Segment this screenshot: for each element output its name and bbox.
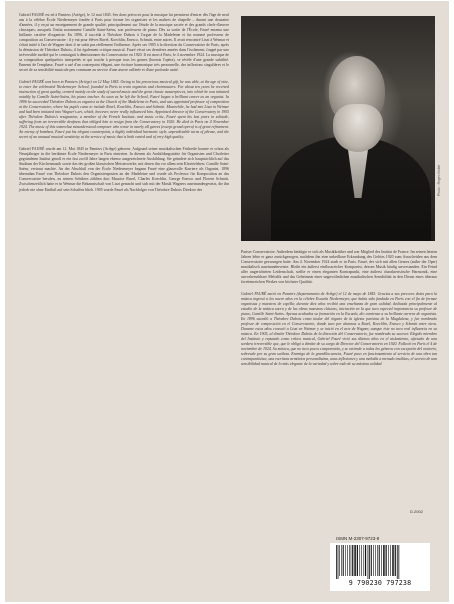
- barcode-bars: [330, 543, 430, 579]
- biography-spanish: Gabriel FAURÉ nació en Pamiers (departamento de Ariège) el 12 de mayo de 1845. Gracias a sus precoces dotes para la música ingresó a los nueve años en la célebre Escuela Niedermeyer, que había sido fundada en París con el fin de formar organistas y maestros de capilla; durante diez años recibió una enseñanza de gran calidad, dedicada principalmente al estudio de la música sacra y de las obras maestras clásicas, iniciación en la que tuvo especial importancia su profesor de piano, Camille Saint-Saëns. Apenas acabados su formación en la Escuela, dio comienzo a su brillante carrera de organista. En 1896 sucedió a Théodore Dubois como titular del órgano de la iglesia parisina de la Magdalena, y fue nombrado profesor de composición en el Conservatorio, donde tuvo por alumnos a Ravel, Koechlin, Enesco y Schmitt entre otros. Durante estos años conoció a Liszt en Weimar y se inició en el arte de Wagner, aunque éste no tuvo real influencia en su música. En 1905, al dimitir Théodore Dubois de la dirección del Conservatorio, fue nombrado su sucesor. Elegido miembro del Instituto y reputado como crítico musical, Gabriel Fauré vivió sus últimos años en el aislamiento, afectado de una sordera irreversible que, que le obligó a dimitir de su cargo de Director del Conservatorio en 1920. Falleció en París el 4 de noviembre de 1924. Su música, que no tuvo pocos comprensión, y se extiende a todos los géneros con excepción del oratorio, sobresale por su gran sutileza. Enemigo de la grandilocuencia, Fauré puso en funcionamiento al servicio de una obra tan contrapuntística, una escritura armónica personalísima, unas inflexiones y una melodía a menudo insólitas, el secreto de una sensibilidad musical de lo más elegante de la variedad y sobre todo de su máxima calidad.: [241, 292, 437, 367]
- back-cover-page: [5, 1, 449, 602]
- barcode: [330, 543, 430, 591]
- photo-credit: Photo : Roger-Viollet: [437, 164, 441, 196]
- ismn-number: ISMN M-2307-9723-8: [336, 536, 380, 541]
- biography-french: Gabriel FAURÉ est né à Pamiers (Ariège), le 12 mai 1845. Ses dons précoces pour la musique lui permirent d'entrer dès l'âge de neuf ans à la célèbre École Niedermeyer fondée à Paris pour former les organistes et les maîtres de chapelle – durant une douzaine d'années, il y reçut un enseignement de grande qualité, principalement sur l'étude de la musique sacrée et des grands chefs-d'œuvre classiques, auxquels l'initia notamment Camille Saint-Saëns, son professeur de piano. Dès sa sortie de l'École, Fauré entama une brillante carrière d'organiste. En 1896, il succéda à Théodore Dubois à l'orgue de la Madeleine et fut nommé professeur de composition au Conservatoire : il y eut pour élèves Ravel, Koechlin, Enesco, Schmitt, entre autres. Il avait rencontré Liszt à Weimar et s'était initié à l'art de Wagner dont il ne subit pas réellement l'influence. Après ses 1905 à la direction du Conservatoire de Paris, après la démission de Théodore Dubois, il fut également critique musical. Fauré vécut ses dernières années dans l'isolement, frappé par une irréversible surdité qui le contraignit à démissionner du Conservatoire en 1920. Il est mort à Paris, le 4 novembre 1924. La musique de sa composition quelquefois interprétés et qui touche à presque tous les genres (hormis l'opéra), se révèle d'une grande subtilité. Ennemi de l'emphase, Fauré a usé d'un contrepoint élégant, une écriture harmonique très personnelle, des inflexions singulières et le secret de sa sensibilité musicale peu commune au service d'une œuvre raffinée et d'une profonde unité.: [19, 13, 229, 73]
- biography-german-continued: Pariser Conservatoire. Außerdem betätigte er sich als Musikkritiker und war Mitglied des Institut de France. Im seinen letzten Jahren lebte er ganz zurückgezogen, nachdem ihn eine unheilbare Erkrankung des Gehörs 1920 zum Ausscheiden aus dem Conservatoire gezwungen hatte. Am 4. November 1924 starb er in Paris. Fauré, der sich mit allen Genres (außer der Oper) musikalisch auseinandersetzte. Bleibt ein äußerst einflussreicher Komponist, dessen Musik häufig unverstanden. Ein Feind aller ungerichteten Leidenschaft, stellte er einen eleganten Kontrapunkt, eine äußerst charakteristische Harmonik, eine unvorhersehbare Melodik und das Geheimnis einer ungewöhnlichen musikalischen Sensibilität in den Dienst eines überaus facettenreichen Werkes von höchster Qualität.: [241, 250, 437, 285]
- barcode-number: 9 790230 797238: [348, 579, 412, 587]
- composer-portrait-photo: [241, 16, 435, 241]
- print-code: D.2002: [410, 509, 423, 514]
- biography-german: Gabriel FAURÉ wurde am 12. Mai 1845 in Pamiers (Ariège) geboren. Aufgrund seiner musikalischen Frühreife konnte er schon als Neunjähriger in die berühmte École Niedermeyer in Paris eintreten. In diesem als Ausbildungsstätte für Organisten und Chorleiter gegründeten Institut genoß er ein fast zwölf Jahre langen ebenso ausgezeichnete Ausbildung. Sie gründete sich hauptsächlich auf das Studium der Kirchenmusik sowie das der großen klassischen Meisterwerke, mit denen ihn vor allem sein Klavierlehrer, Camille Saint-Saëns, vertraut machte. An der Abschluß von der École Niedermeyer begann Fauré eine glanzvolle Karriere als Organist. 1896 übernahm Fauré von Théodore Dubois den Organistenposten an der Madeleine und wurde als Professor für Komposition an das Conservatoire berufen, zu seinen Schülern zählten dort Maurice Ravel, Charles Koechlin, George Enesco und Florent Schmitt. Zwischenzeitlich hatte er in Weimar die Bekanntschaft von Liszt gemacht und sich mit der Musik Wagners auseinandergesetzt, die ihn jedoch nie ohne Einfluß auf sein Schaffen blieb. 1905 wurde Fauré als Nachfolger von Théodore Dubois Direktor des: [19, 147, 229, 192]
- right-text-column: [241, 250, 437, 374]
- biography-english: Gabriel FAURÉ was born in Pamiers (Ariège) on 12 May 1845. Owing to his precocious musical gift, he was able, at the age of nine, to enter the celebrated Niedermeyer School, founded in Paris to train organists and choirmasters. For about ten years he received instruction of great quality, centred mainly on the study of sacred music and the great classic masterpieces, into which he was initiated notably by Camille Saint-Saëns, his piano teacher. As soon as he left the School, Fauré began a brilliant career as an organist. In 1896 he succeeded Théodore Dubois as organist at the Church of the Madeleine in Paris, and was appointed professor of composition at the Conservatoire, where his pupils came to include Ravel, Koechlin, Enesco and Schmitt. Meanwhile, he had met Liszt in Weimar and had been initiated into Wagner's art, which, however, never really influenced him. Appointed director of the Conservatory in 1905 after Théodore Dubois's resignation, a member of the French Institute, and music critic, Fauré spent his last years in solitude, suffering from an irreversible deafness that obliged him to resign from the Conservatory in 1920. He died in Paris on 4 November 1924. The music of this somewhat misunderstood composer who wrote in nearly all genres (except grand opera) is of great refinement. An enemy of bombast, Fauré put his elegant counterpoint, a highly individual harmonic style, unpredictable turns of phrase, and the secret of an unusual musical sensitivity at the service of music that is both varied and of very high quality.: [19, 80, 229, 140]
- portrait-moustache: [333, 104, 383, 152]
- left-text-column: [19, 13, 229, 200]
